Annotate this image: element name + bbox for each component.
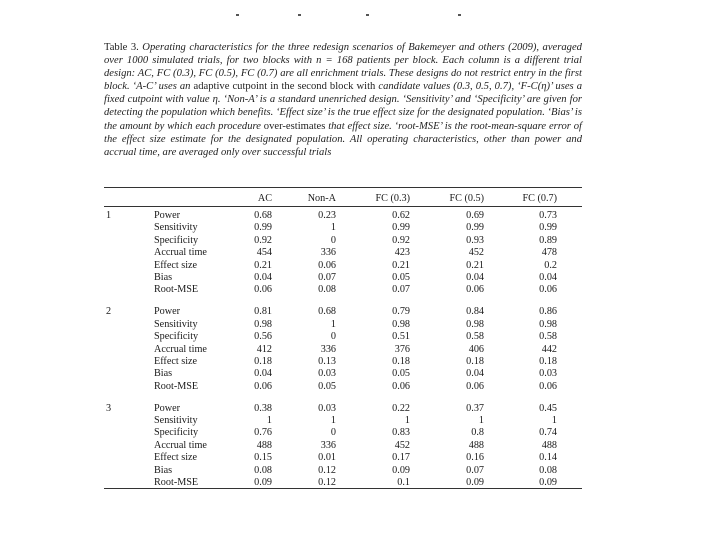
- table-cell: 0.06: [539, 284, 557, 296]
- table-cell: 1: [478, 415, 484, 427]
- header-row: [104, 193, 582, 205]
- table-body: [104, 210, 582, 489]
- table-cell: 0.05: [392, 271, 410, 283]
- table-cell: 0.83: [392, 427, 410, 439]
- table-cell: 0.89: [539, 234, 557, 246]
- table-cell: 0.86: [539, 306, 557, 318]
- col-header-fc-05: FC (0.5): [449, 193, 484, 204]
- table-cell: 0.03: [539, 368, 557, 380]
- table-cell: 0.07: [392, 284, 410, 296]
- table-row: [104, 344, 582, 356]
- table-cell: 0.06: [254, 380, 272, 392]
- table-cell: 0.04: [466, 271, 484, 283]
- table-cell: 0.81: [254, 306, 272, 318]
- table-cell: 0.12: [318, 464, 336, 476]
- table-cell: 412: [256, 343, 272, 355]
- table-cell: 0.04: [254, 271, 272, 283]
- table-row: [104, 368, 582, 380]
- row-label: Specificity: [154, 234, 199, 246]
- table-label: Table 3.: [104, 42, 139, 53]
- table-cell: 0.69: [466, 210, 484, 221]
- table-caption: [104, 41, 582, 159]
- row-label: Specificity: [154, 427, 199, 439]
- table-row: [104, 319, 582, 331]
- table-cell: 478: [541, 247, 557, 259]
- row-label: Accrual time: [154, 247, 207, 259]
- table-cell: 1: [404, 415, 410, 427]
- table-row: [104, 331, 582, 343]
- row-label: Bias: [154, 368, 173, 380]
- col-header-non-a: Non-A: [307, 193, 336, 204]
- table-cell: 1: [330, 318, 336, 330]
- table-cell: 0.05: [318, 380, 336, 392]
- caption-text-part-3: candidate values (0.3, 0.5, 0.7), ‘F-C(η)’ uses a fixed cutpoint with value η. ‘Non-A’ is a standard unenriched design. ‘Sensitivity’ and ‘Specificity’ are given for detecting the population which benefits. ‘Effect size’ is the true effect size for the designated population. ‘Bias’ is the amount by which each procedure: [104, 81, 582, 132]
- table-cell: 0.21: [392, 259, 410, 271]
- table-cell: 0.18: [254, 355, 272, 367]
- table-cell: 0.03: [318, 368, 336, 380]
- table-cell: 0.06: [466, 284, 484, 296]
- caption-text-part-4: over-estimates: [263, 120, 326, 132]
- table-cell: 0.08: [254, 464, 272, 476]
- table-cell: 0.18: [392, 355, 410, 367]
- table-cell: 1: [330, 222, 336, 234]
- caption-text-part-1: Operating characteristics for the three redesign scenarios of Bakemeyer and others (2009), averaged over 1000 simulated trials, for two blocks with n = 168 patients per block. Each column is a different trial design: AC, FC (0.3), FC (0.5), FC (0.7) are all enrichment trials. These designs do not restrict entry in the first block. ‘A-C’ uses an: [104, 42, 582, 93]
- table-cell: 0.03: [318, 402, 336, 414]
- row-label: Bias: [154, 464, 173, 476]
- table-cell: 0.04: [466, 368, 484, 380]
- table-cell: 423: [394, 247, 410, 259]
- row-label: Root-MSE: [154, 477, 199, 488]
- block-gap: [104, 393, 582, 403]
- block-number: 3: [106, 402, 112, 414]
- col-header-ac: AC: [257, 193, 272, 204]
- table-cell: 0.12: [318, 477, 336, 488]
- row-label: Sensitivity: [154, 222, 198, 234]
- table-cell: 0.92: [392, 234, 410, 246]
- table-cell: 336: [320, 343, 336, 355]
- table-cell: 0.93: [466, 234, 484, 246]
- table-row: [104, 381, 582, 393]
- table-cell: 0.58: [466, 331, 484, 343]
- table-row: [104, 235, 582, 247]
- table-cell: 0: [330, 234, 336, 246]
- table-row: [104, 440, 582, 452]
- table-cell: 376: [394, 343, 410, 355]
- table-cell: 0.68: [254, 210, 272, 221]
- table-cell: 0.06: [318, 259, 336, 271]
- caption-text-part-2: adaptive cutpoint in the second block with: [193, 81, 376, 93]
- table-cell: 0.8: [471, 427, 484, 439]
- row-label: Accrual time: [154, 439, 207, 451]
- table-cell: 0.15: [254, 452, 272, 464]
- row-label: Power: [154, 210, 181, 221]
- table-cell: 0: [330, 427, 336, 439]
- row-label: Root-MSE: [154, 380, 199, 392]
- table-cell: 0.17: [392, 452, 410, 464]
- table-cell: 0.04: [254, 368, 272, 380]
- row-label: Bias: [154, 271, 173, 283]
- col-header-fc-07: FC (0.7): [522, 193, 557, 204]
- row-label: Specificity: [154, 331, 199, 343]
- row-label: Effect size: [154, 452, 198, 464]
- table-cell: 0.22: [392, 402, 410, 414]
- table-cell: 0.14: [539, 452, 557, 464]
- row-label: Power: [154, 402, 181, 414]
- table-cell: 0.98: [254, 318, 272, 330]
- block-gap: [104, 297, 582, 307]
- table-row: [104, 284, 582, 296]
- table-cell: 0.06: [392, 380, 410, 392]
- table-cell: 0.06: [254, 284, 272, 296]
- table-cell: 0.45: [539, 402, 557, 414]
- table-cell: 0.05: [392, 368, 410, 380]
- table-cell: 0.99: [392, 222, 410, 234]
- table-cell: 0.62: [392, 210, 410, 221]
- table-cell: 0.56: [254, 331, 272, 343]
- table-cell: 0.98: [466, 318, 484, 330]
- table-cell: 0.13: [318, 355, 336, 367]
- table-cell: 488: [256, 439, 272, 451]
- table-cell: 0.08: [318, 284, 336, 296]
- table-cell: 0.04: [539, 271, 557, 283]
- table-cell: 0.38: [254, 402, 272, 414]
- table-row: [104, 403, 582, 415]
- table-cell: 442: [541, 343, 557, 355]
- block-number: 2: [106, 306, 112, 318]
- table-cell: 0.68: [318, 306, 336, 318]
- table-cell: 0.09: [392, 464, 410, 476]
- table-cell: 0.09: [254, 477, 272, 488]
- table-row: [104, 427, 582, 439]
- table-row: [104, 272, 582, 284]
- caption-text-part-5: that effect size. ‘root-MSE’ is the root-mean-square error of the effect size estimate for the designated population. All operating characteristics, other than power and accrual time, are averaged only over successful trials: [104, 120, 582, 158]
- table-cell: 0.73: [539, 210, 557, 221]
- table-row: [104, 222, 582, 234]
- table-cell: 488: [541, 439, 557, 451]
- table-row: [104, 415, 582, 427]
- table-cell: 0.99: [254, 222, 272, 234]
- table-row: [104, 260, 582, 272]
- table-row: [104, 356, 582, 368]
- table-cell: 336: [320, 439, 336, 451]
- table-cell: 0.98: [539, 318, 557, 330]
- row-label: Effect size: [154, 355, 198, 367]
- table-cell: 0.06: [466, 380, 484, 392]
- table-row: [104, 247, 582, 259]
- table-cell: 0.99: [539, 222, 557, 234]
- table-cell: 1: [551, 415, 557, 427]
- row-label: Root-MSE: [154, 284, 199, 296]
- table-row: [104, 210, 582, 222]
- row-label: Accrual time: [154, 343, 207, 355]
- table-cell: 1: [330, 415, 336, 427]
- page-top-marks: [236, 14, 506, 22]
- table-cell: 0.07: [318, 271, 336, 283]
- table-cell: 0.98: [392, 318, 410, 330]
- table-cell: 0.84: [466, 306, 484, 318]
- table-cell: 0: [330, 331, 336, 343]
- table-cell: 0.2: [544, 259, 557, 271]
- row-label: Effect size: [154, 259, 198, 271]
- table-bottom-rule: [104, 488, 582, 489]
- table-cell: 0.18: [466, 355, 484, 367]
- table-cell: 0.58: [539, 331, 557, 343]
- table-header-rule: [104, 206, 582, 207]
- table-cell: 0.21: [466, 259, 484, 271]
- table-cell: 0.21: [254, 259, 272, 271]
- table-cell: 452: [394, 439, 410, 451]
- table-row: [104, 465, 582, 477]
- table-cell: 0.1: [397, 477, 410, 488]
- table-cell: 0.01: [318, 452, 336, 464]
- table-row: [104, 452, 582, 464]
- table-cell: 0.18: [539, 355, 557, 367]
- table-cell: 0.92: [254, 234, 272, 246]
- row-label: Sensitivity: [154, 318, 198, 330]
- table-cell: 0.51: [392, 331, 410, 343]
- table-cell: 0.37: [466, 402, 484, 414]
- table-cell: 0.76: [254, 427, 272, 439]
- table-cell: 0.99: [466, 222, 484, 234]
- table-cell: 0.74: [539, 427, 557, 439]
- table-cell: 336: [320, 247, 336, 259]
- table-cell: 0.06: [539, 380, 557, 392]
- col-header-fc-03: FC (0.3): [375, 193, 410, 204]
- table-cell: 452: [468, 247, 484, 259]
- table-cell: 0.16: [466, 452, 484, 464]
- row-label: Sensitivity: [154, 415, 198, 427]
- table-cell: 488: [468, 439, 484, 451]
- table-cell: 0.09: [466, 477, 484, 488]
- table-header: [104, 193, 582, 205]
- table-cell: 0.79: [392, 306, 410, 318]
- table-cell: 0.07: [466, 464, 484, 476]
- table-row: [104, 306, 582, 318]
- table-cell: 0.09: [539, 477, 557, 488]
- table-cell: 406: [468, 343, 484, 355]
- table-cell: 0.23: [318, 210, 336, 221]
- row-label: Power: [154, 306, 181, 318]
- table-cell: 1: [266, 415, 272, 427]
- table-top-rule: [104, 187, 582, 188]
- table-cell: 0.08: [539, 464, 557, 476]
- table-cell: 454: [256, 247, 272, 259]
- block-number: 1: [106, 210, 112, 221]
